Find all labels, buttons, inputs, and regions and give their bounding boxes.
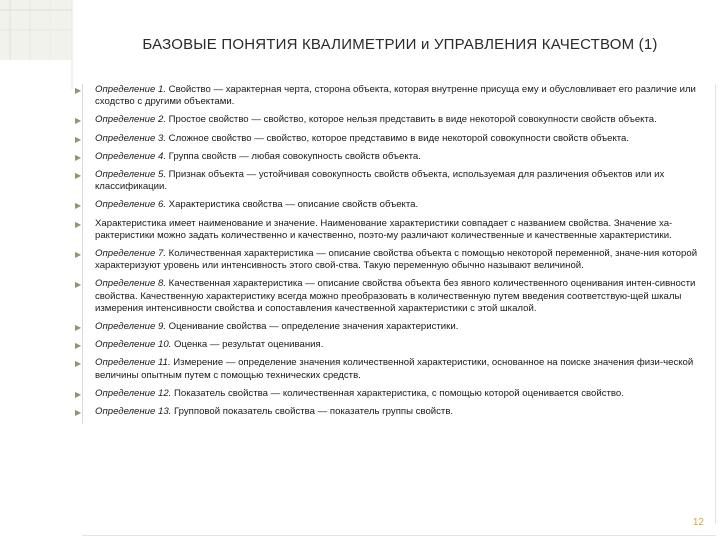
bullet-icon: ▶ — [75, 359, 82, 369]
bullet-icon: ▶ — [75, 116, 82, 126]
definition-text: Показатель свойства — количественная характеристика, с помощью которой оценивается свойство. — [171, 387, 624, 399]
page-number: 12 — [692, 517, 704, 528]
definition-text: Оценивание свойства — определение значения характеристики. — [166, 321, 459, 333]
definition-text: Свойство — характерная черта, сторона объекта, которая внутренне присуща ему и обусловливает его различие или сходство с другими объектами. — [95, 84, 696, 108]
list-item — [75, 357, 711, 381]
list-item — [75, 150, 711, 163]
definition-text: Качественная характеристика — описание свойства объекта без явного количественного оценивания интен-сивности свойства. Качественную характеристику всегда можно преобразовать в количественную путем введения соответствую-щей шкалы измерения интенсивности свойства и сопоставления качественной характеристики с этой шкалой. — [95, 278, 696, 314]
definition-label: Определение 9. — [95, 321, 166, 333]
bullet-icon: ▶ — [75, 152, 82, 162]
bullet-icon: ▶ — [75, 280, 82, 290]
list-item — [75, 321, 711, 333]
list-item — [75, 387, 711, 400]
definition-label: Определение 11. — [95, 357, 171, 369]
bullet-icon: ▶ — [75, 250, 82, 260]
bullet-icon: ▶ — [75, 408, 82, 418]
definition-text: Признак объекта — устойчивая совокупность свойств объекта, используемая для различения объектов или их классификации. — [95, 169, 665, 193]
bullet-icon: ▶ — [75, 86, 82, 95]
bullet-icon: ▶ — [75, 171, 82, 181]
definition-text: Количественная характеристика — описание свойства объекта с помощью некоторой переменной, значе-ния которой характеризуют уровень или интенсивность этого свой-ства. Такую переменную обычно называют величиной. — [95, 248, 698, 272]
definition-text: Характеристика имеет наименование и значение. Наименование характеристики совпадает с названием свойства. Значение ха-рактеристики можно задать количественно и качественно, поэто-му различают количественные и качественные характеристики. — [95, 217, 673, 241]
list-item — [75, 217, 711, 242]
bullet-icon: ▶ — [75, 341, 82, 351]
definition-label: Определение 8. — [95, 278, 166, 290]
bullet-icon: ▶ — [75, 323, 82, 333]
bullet-icon: ▶ — [75, 134, 82, 144]
bullet-icon: ▶ — [75, 389, 82, 399]
list-item — [75, 114, 711, 126]
definition-text: Оценка — результат оценивания. — [171, 339, 324, 351]
list-item — [75, 339, 711, 351]
definition-label: Определение 2. — [95, 114, 166, 126]
bullet-icon: ▶ — [75, 219, 82, 229]
definition-text: Группа свойств — любая совокупность свойств объекта. — [166, 150, 421, 162]
definition-label: Определение 3. — [95, 132, 166, 144]
definition-list-container — [75, 84, 711, 424]
definition-list — [75, 84, 711, 418]
definition-text: Групповой показатель свойства — показатель группы свойств. — [171, 406, 454, 418]
list-item — [75, 84, 711, 108]
definition-label: Определение 5. — [95, 169, 166, 181]
definition-label: Определение 13. — [95, 406, 172, 418]
list-item — [75, 278, 711, 315]
list-item — [75, 248, 711, 272]
definition-label: Определение 10. — [95, 339, 172, 351]
page-title: БАЗОВЫЕ ПОНЯТИЯ КВАЛИМЕТРИИ и УПРАВЛЕНИЯ КАЧЕСТВОМ (1) — [142, 36, 658, 53]
list-item — [75, 169, 711, 193]
bottom-border — [82, 535, 716, 536]
definition-text: Сложное свойство — свойство, которое представимо в виде некоторой совокупности свойств объекта. — [166, 132, 630, 144]
definition-text: Измерение — определение значения количественной характеристики, основанное на поиске значения физи-ческой величины опытным путем с помощью технических средств. — [95, 357, 694, 381]
definition-label: Определение 7. — [95, 248, 166, 260]
right-border — [715, 84, 716, 524]
definition-label: Определение 12. — [95, 387, 172, 399]
definition-label: Определение 4. — [95, 150, 166, 162]
definition-text: Характеристика свойства — описание свойств объекта. — [166, 199, 419, 211]
definition-label: Определение 1. — [95, 84, 166, 95]
corner-decoration — [0, 0, 110, 90]
bullet-icon: ▶ — [75, 201, 82, 211]
definition-label: Определение 6. — [95, 199, 166, 211]
list-item — [75, 406, 711, 418]
list-item — [75, 132, 711, 145]
definition-text: Простое свойство — свойство, которое нельзя представить в виде некоторой совокупности свойств объекта. — [166, 114, 657, 126]
list-item — [75, 199, 711, 211]
